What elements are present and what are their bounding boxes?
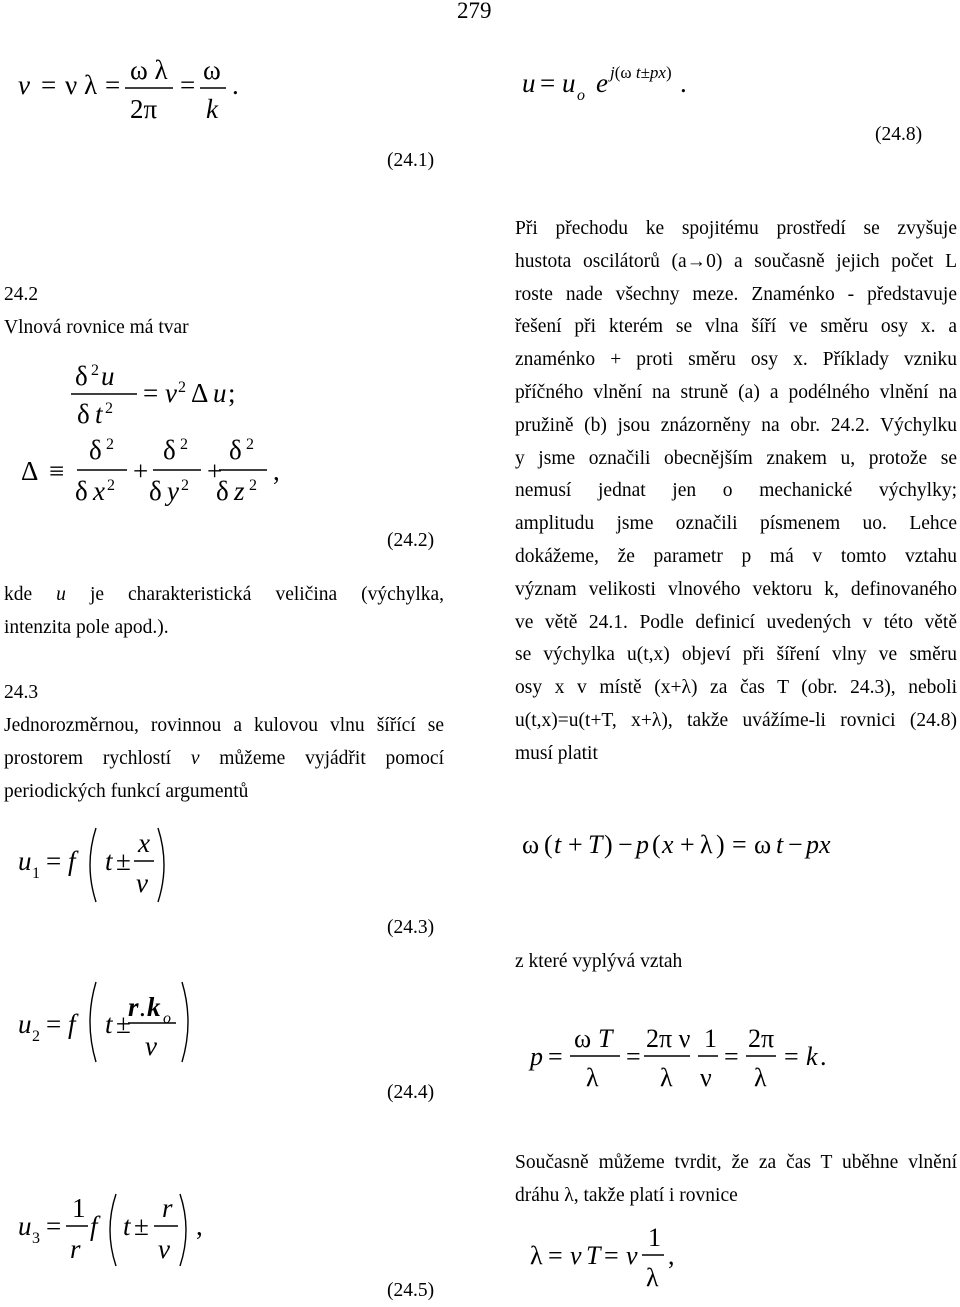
right-line-4: řešení při kterém se vlna šíří ve směru osy x. a — [515, 316, 957, 338]
svg-text:ω: ω — [522, 830, 540, 859]
equation-24-1 — [10, 58, 260, 138]
svg-text:1: 1 — [648, 1226, 661, 1252]
svg-text:±: ± — [134, 1211, 149, 1241]
right-line-12: význam velikosti vlnového vektoru k, definovaného — [515, 578, 957, 600]
svg-text:,: , — [668, 1241, 675, 1270]
right-line-15: osy x v místě (x+λ) za čas T (obr. 24.3), neboli — [515, 677, 957, 699]
svg-text:δ: δ — [75, 361, 88, 391]
svg-text:): ) — [604, 830, 613, 859]
svg-text:2: 2 — [180, 436, 188, 453]
equation-number-24-3: (24.3) — [387, 917, 435, 938]
svg-text:.: . — [232, 70, 239, 100]
svg-text:±: ± — [116, 1009, 131, 1039]
svg-text:λ: λ — [646, 1263, 659, 1292]
svg-text:x: x — [93, 476, 105, 506]
svg-text:j(ω t±px): j(ω t±px) — [610, 63, 672, 82]
svg-text:f: f — [90, 1211, 98, 1241]
svg-text:=: = — [41, 70, 57, 100]
svg-text:u: u — [18, 1009, 32, 1039]
svg-text:−: − — [618, 830, 633, 859]
svg-text:=: = — [784, 1042, 799, 1071]
section-24-3-line-1: Jednorozměrnou, rovinnou a kulovou vlnu šířící se — [4, 715, 444, 736]
svg-text:=: = — [626, 1042, 641, 1071]
equation-24-5 — [10, 1184, 240, 1274]
right-line-17: musí platit — [515, 742, 598, 764]
svg-text:ν: ν — [700, 1063, 712, 1092]
svg-text:=: = — [548, 1241, 563, 1270]
svg-text:u: u — [213, 378, 227, 408]
kde-variable: u — [56, 584, 66, 605]
svg-text:r: r — [162, 1193, 173, 1223]
svg-text:δ: δ — [149, 476, 162, 506]
svg-text:;: ; — [228, 378, 236, 408]
right-line-9: nemusí jednat jen o mechanické výchylky; — [515, 480, 957, 502]
svg-text:3: 3 — [32, 1230, 40, 1247]
svg-text:r: r — [70, 1234, 81, 1264]
svg-text:p: p — [530, 1042, 543, 1071]
svg-text:δ: δ — [77, 399, 90, 429]
right-line-5: znaménko + proti směru osy x. Příklady vzniku — [515, 349, 957, 371]
svg-text:px: px — [806, 830, 831, 859]
svg-text:u: u — [18, 1211, 32, 1241]
svg-text:1: 1 — [704, 1024, 717, 1053]
svg-text:t: t — [105, 1009, 113, 1039]
svg-text:ω: ω — [203, 58, 221, 85]
svg-text:+: + — [207, 456, 223, 486]
svg-text:ν: ν — [65, 70, 78, 100]
svg-text:+: + — [680, 830, 695, 859]
svg-text:e: e — [596, 68, 608, 98]
svg-text:u: u — [101, 361, 115, 391]
right-paragraph — [515, 213, 957, 771]
equation-number-24-4: (24.4) — [387, 1082, 435, 1103]
svg-text:p: p — [636, 830, 649, 859]
section-24-3-line-3: periodických funkcí argumentů — [4, 780, 249, 802]
equation-24-3 — [10, 820, 210, 910]
svg-text:t: t — [554, 830, 562, 859]
right-line-2: hustota oscilátorů (a→0) a současně jejich počet L — [515, 250, 957, 272]
svg-text:2π ν: 2π ν — [646, 1024, 691, 1053]
svg-text:v: v — [145, 1031, 157, 1061]
equation-number-24-2: (24.2) — [387, 530, 435, 551]
equation-p — [528, 1022, 848, 1102]
equation-24-4 — [10, 976, 220, 1066]
svg-text:u: u — [522, 68, 536, 98]
svg-text:+: + — [133, 456, 149, 486]
z-ktere-text: z které vyplývá vztah — [515, 951, 683, 972]
section-number-24-3: 24.3 — [4, 682, 39, 703]
right-line-6: příčného vlnění na struně (a) a podélného vlnění na — [515, 381, 957, 403]
equation-lambda — [528, 1226, 728, 1298]
svg-text:λ: λ — [586, 1063, 599, 1092]
svg-text:2: 2 — [249, 477, 257, 494]
svg-text:v: v — [18, 70, 30, 100]
svg-text:=: = — [46, 1211, 62, 1241]
svg-text:v: v — [570, 1241, 582, 1270]
svg-text:2: 2 — [106, 436, 114, 453]
svg-text:x: x — [662, 830, 674, 859]
svg-text:k: k — [206, 94, 218, 124]
svg-text:2: 2 — [181, 477, 189, 494]
svg-text:k: k — [147, 992, 161, 1022]
section-24-3-line-2a: prostorem rychlostí — [4, 747, 172, 769]
svg-text:t: t — [776, 830, 784, 859]
svg-text:,: , — [273, 456, 280, 486]
svg-text:−: − — [788, 830, 803, 859]
svg-text:v: v — [626, 1241, 638, 1270]
svg-text:t: t — [95, 399, 103, 429]
svg-text:=: = — [143, 378, 159, 408]
svg-text:=: = — [540, 68, 556, 98]
svg-text:f: f — [68, 1009, 76, 1039]
svg-text:λ: λ — [754, 1063, 767, 1092]
svg-text:u: u — [18, 846, 32, 876]
section-number-24-2: 24.2 — [4, 284, 39, 305]
svg-text:=: = — [180, 70, 196, 100]
kde-line-2: intenzita pole apod.). — [4, 616, 169, 638]
right-line-14: se výchylka u(t,x) objeví při šíření vlny ve směru — [515, 644, 957, 666]
section-24-2-intro: Vlnová rovnice má tvar — [4, 317, 189, 338]
equation-number-24-1: (24.1) — [387, 150, 435, 171]
svg-text:y: y — [167, 476, 179, 506]
svg-text:(: ( — [544, 830, 553, 859]
svg-text:δ: δ — [216, 476, 229, 506]
svg-text:λ: λ — [660, 1063, 673, 1092]
equation-phase — [520, 823, 850, 873]
svg-text:λ: λ — [84, 70, 98, 100]
svg-text:v: v — [136, 868, 148, 898]
equation-24-8 — [520, 60, 720, 110]
equation-number-24-8: (24.8) — [875, 124, 923, 145]
svg-text:2π: 2π — [130, 94, 158, 124]
velocity-variable: v — [190, 747, 200, 769]
svg-text:=: = — [732, 830, 747, 859]
svg-text:Δ: Δ — [191, 378, 209, 408]
svg-text:Δ: Δ — [21, 456, 39, 486]
svg-text:.: . — [139, 992, 146, 1022]
svg-text:2: 2 — [107, 477, 115, 494]
svg-text:2: 2 — [246, 436, 254, 453]
svg-text:r: r — [128, 992, 139, 1022]
svg-text:=: = — [604, 1241, 619, 1270]
svg-text:.: . — [680, 68, 687, 98]
svg-text:λ: λ — [530, 1241, 543, 1270]
svg-text:δ: δ — [163, 435, 176, 465]
svg-text:t: t — [123, 1211, 131, 1241]
svg-text:2: 2 — [105, 400, 113, 417]
right-line-8: y jsme označili obecnějším znakem u, protože se — [515, 447, 957, 469]
soucasne-line-2: dráhu λ, takže platí i rovnice — [515, 1184, 738, 1206]
svg-text:δ: δ — [75, 476, 88, 506]
svg-text:v: v — [165, 378, 177, 408]
svg-text:f: f — [68, 846, 76, 876]
svg-text:=: = — [105, 70, 121, 100]
kde-paragraph — [4, 579, 444, 645]
section-24-3-line-2b: můžeme vyjádřit pomocí — [219, 747, 444, 769]
svg-text:±: ± — [116, 846, 131, 876]
soucasne-line-1: Současně můžeme tvrdit, že za čas T uběhne vlnění — [515, 1152, 957, 1173]
section-24-3-paragraph — [4, 710, 444, 808]
right-line-13: ve větě 24.1. Podle definicí uvedených v této větě — [515, 611, 957, 633]
svg-text:=: = — [548, 1042, 563, 1071]
kde-rest: je charakteristická veličina (výchylka, — [89, 584, 445, 605]
svg-text:o: o — [577, 87, 585, 104]
svg-text:1: 1 — [32, 865, 40, 882]
svg-text:ω λ: ω λ — [130, 58, 168, 85]
svg-text:o: o — [163, 1010, 171, 1027]
svg-text:λ: λ — [700, 830, 713, 859]
svg-text:): ) — [716, 830, 725, 859]
svg-text:ω: ω — [754, 830, 772, 859]
svg-text:T: T — [586, 1241, 601, 1270]
svg-text:u: u — [562, 68, 576, 98]
svg-text:t: t — [105, 846, 113, 876]
svg-text:T: T — [598, 1024, 613, 1053]
svg-text:k: k — [806, 1042, 818, 1071]
right-line-1: Při přechodu ke spojitému prostředí se zvyšuje — [515, 218, 957, 239]
right-line-3: roste nade všechny meze. Znaménko - představuje — [515, 283, 957, 305]
svg-text:2: 2 — [178, 379, 186, 396]
right-line-10: amplitudu jsme označili písmenem uo. Lehce — [515, 513, 957, 535]
svg-text:2: 2 — [32, 1028, 40, 1045]
svg-text:ω: ω — [574, 1024, 592, 1053]
svg-text:v: v — [158, 1234, 170, 1264]
svg-text:≡: ≡ — [49, 456, 65, 486]
svg-text:=: = — [46, 846, 62, 876]
svg-text:,: , — [196, 1211, 203, 1241]
right-line-11: dokážeme, že parametr p má v tomto vztahu — [515, 545, 957, 567]
svg-text:(: ( — [652, 830, 661, 859]
equation-number-24-5: (24.5) — [387, 1280, 435, 1301]
svg-text:=: = — [46, 1009, 62, 1039]
right-line-16: u(t,x)=u(t+T, x+λ), takže uvážíme-li rovnici (24.8) — [515, 709, 957, 731]
svg-text:T: T — [588, 830, 603, 859]
svg-text:2π: 2π — [748, 1024, 775, 1053]
svg-text:.: . — [820, 1042, 827, 1071]
soucasne-paragraph — [515, 1147, 957, 1213]
svg-text:=: = — [724, 1042, 739, 1071]
svg-text:δ: δ — [89, 435, 102, 465]
svg-text:2: 2 — [91, 362, 99, 379]
kde-word: kde — [4, 584, 33, 605]
equation-24-2 — [15, 355, 315, 515]
page-number: 279 — [457, 0, 492, 23]
svg-text:z: z — [234, 476, 245, 506]
svg-text:1: 1 — [72, 1193, 86, 1223]
svg-text:δ: δ — [229, 435, 242, 465]
right-line-7: pružině (b) jsou znázorněny na obr. 24.2. Výchylku — [515, 414, 957, 436]
svg-text:x: x — [138, 828, 150, 858]
svg-text:+: + — [568, 830, 583, 859]
